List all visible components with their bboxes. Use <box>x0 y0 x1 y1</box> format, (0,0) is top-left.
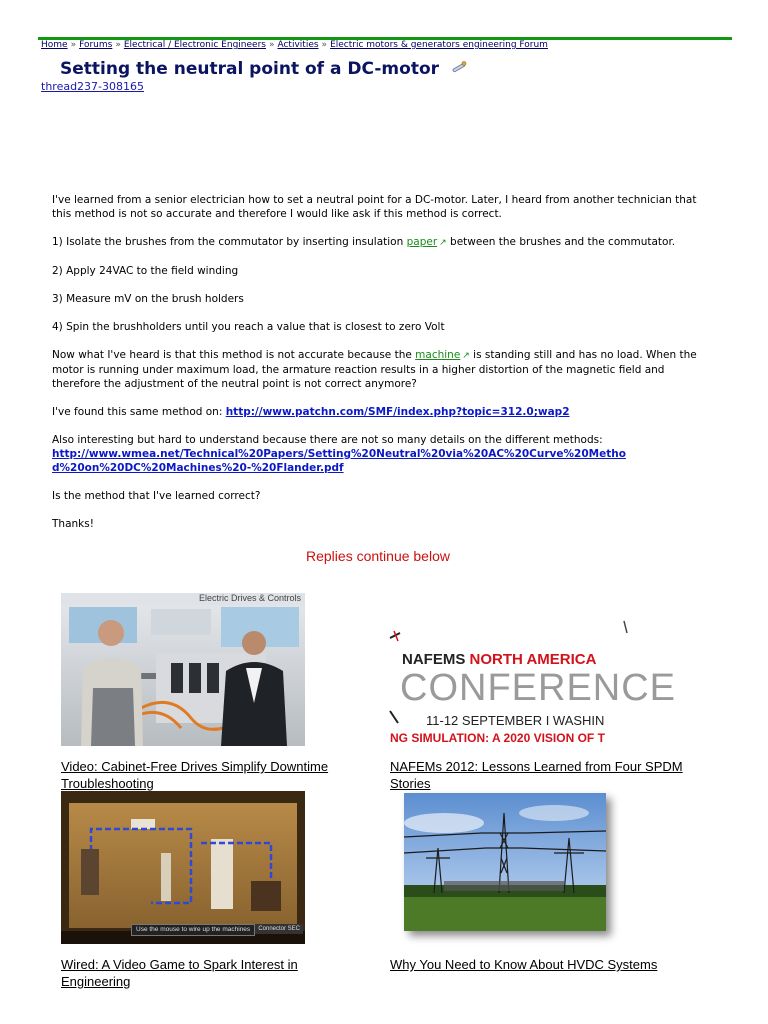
external-link-icon: ↗ <box>462 351 470 361</box>
page-title <box>60 59 468 79</box>
breadcrumb-activities[interactable]: Activities <box>277 40 319 50</box>
thumbnail-banner-text: Electric Drives & Controls <box>198 593 301 603</box>
replies-continue-label: Replies continue below <box>306 548 450 564</box>
related-card[interactable] <box>61 791 361 990</box>
post-paragraph: I've learned from a senior electrician how to set a neutral point for a DC-motor. Later, I heard from another technician that this method is not so accurate and therefore I would like ask if this method is correct. <box>52 194 697 220</box>
post-body <box>52 193 712 545</box>
card-caption-link[interactable]: Why You Need to Know About HVDC Systems <box>390 957 658 972</box>
post-step-4: 4) Spin the brushholders until you reach a value that is closest to zero Volt <box>52 321 445 333</box>
wmea-url-link[interactable]: http://www.wmea.net/Technical%20Papers/Setting%20Neutral%20via%20AC%20Curve%20Metho d%20on%20DC%20Machines%20-%20Flander.pdf <box>52 448 626 474</box>
post-step-3: 3) Measure mV on the brush holders <box>52 293 244 305</box>
post-step-2: 2) Apply 24VAC to the field winding <box>52 265 239 277</box>
external-link-icon: ↗ <box>439 238 447 248</box>
card-caption-link[interactable]: Video: Cabinet-Free Drives Simplify Downtime Troubleshooting <box>61 759 329 791</box>
post-thanks: Thanks! <box>52 518 94 530</box>
game-instruction: Use the mouse to wire up the machines <box>131 924 255 936</box>
breadcrumb-forums[interactable]: Forums <box>79 40 113 50</box>
conference-thumbnail[interactable]: NAFEMS NORTH AMERICA CONFERENCE 11-12 SEPTEMBER I WASHIN NG SIMULATION: A 2020 VISION OF T <box>390 593 634 746</box>
related-card[interactable] <box>390 791 690 973</box>
thread-id-link[interactable]: thread237-308165 <box>41 80 145 93</box>
post-question: Is the method that I've learned correct? <box>52 490 261 502</box>
card-caption-link[interactable]: Wired: A Video Game to Spark Interest in Engineering <box>61 957 298 989</box>
post-step-1: 1) Isolate the brushes from the commutator by inserting insulation paper ↗ between the brushes and the commutator. <box>52 236 676 248</box>
breadcrumb-motors-forum[interactable]: Electric motors & generators engineering Forum <box>330 40 548 50</box>
card-caption-link[interactable]: NAFEMs 2012: Lessons Learned from Four SPDM Stories <box>390 759 683 791</box>
post-paragraph-found: I've found this same method on: http://www.patchn.com/SMF/index.php?topic=312.0;wap2 <box>52 406 570 418</box>
breadcrumb: Home » Forums » Electrical / Electronic Engineers » Activities » Electric motors & generators engineering Forum <box>41 40 548 50</box>
patchn-url-link[interactable]: http://www.patchn.com/SMF/index.php?topic=312.0;wap2 <box>225 406 570 418</box>
video-thumbnail[interactable] <box>61 593 305 746</box>
hvdc-thumbnail[interactable] <box>390 791 634 944</box>
paper-link[interactable]: paper <box>406 236 438 248</box>
related-card[interactable] <box>390 593 690 792</box>
pin-icon[interactable] <box>450 59 468 79</box>
game-thumbnail[interactable] <box>61 791 305 944</box>
post-paragraph-interesting: Also interesting but hard to understand because there are not so many details on the different methods: http://www.wmea.net/Technical%20Papers/Setting%20Neutral%20via%20AC%20Curve%20Metho d%20on%20DC%20Machines%20-%20Flander.pdf <box>52 434 626 474</box>
post-paragraph-load: Now what I've heard is that this method is not accurate because the machine ↗ is standing still and has no load. When the motor is running under maximum load, the armature reaction results in a higher distortion of the magnetic field and therefore the adjustment of the neutral point is not correct anymore? <box>52 349 697 390</box>
related-card[interactable] <box>61 593 361 792</box>
game-badge: Connector SEC <box>255 924 303 934</box>
breadcrumb-home[interactable]: Home <box>41 40 68 50</box>
breadcrumb-electrical-engineers[interactable]: Electrical / Electronic Engineers <box>123 40 266 50</box>
machine-link[interactable]: machine <box>415 349 461 361</box>
thread-title: Setting the neutral point of a DC-motor <box>60 59 440 79</box>
